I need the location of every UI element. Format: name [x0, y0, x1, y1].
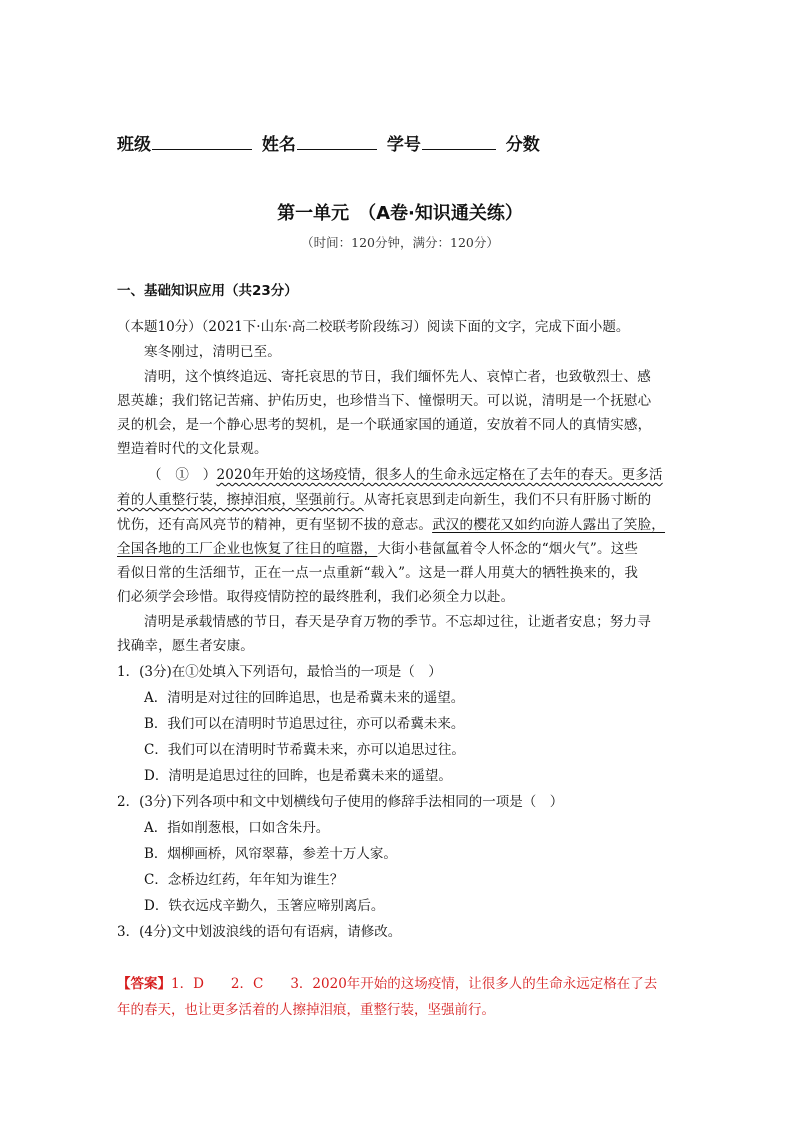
passage-line: 们必须学会珍惜。取得疫情防控的最终胜利，我们必须全力以赴。 [117, 589, 515, 605]
passage-line: 恩英雄；我们铭记苦痛、护佑历史，也珍惜当下、憧憬明天。可以说，清明是一个抚慰心 [117, 393, 652, 409]
passage-line: 看似日常的生活细节，正在一点一点重新“载入”。这是一群人用莫大的牺牲换来的，我 [117, 565, 639, 581]
passage-line: 灵的机会，是一个静心思考的契机，是一个联通家国的通道，安放着不同人的真情实感， [117, 417, 652, 433]
option-a: A．指如削葱根，口如含朱丹。 [144, 820, 330, 836]
option-c: C．念桥边红药，年年知为谁生？ [144, 872, 344, 888]
question-intro: （本题10分）（2021下·山东·高二校联考阶段练习）阅读下面的文字，完成下面小题。 [117, 319, 630, 335]
passage-line: 找确幸，愿生者安康。 [117, 638, 254, 654]
answer-label: 【答案】 [117, 976, 171, 992]
option-c: C．我们可以在清明时节希冀未来，亦可以追思过往。 [144, 742, 465, 758]
wavy-underlined-sentence: 2020年开始的这场疫情，很多人的生命永远定格在了去年的春天。更多活 [216, 467, 663, 483]
wavy-underlined-sentence: 着的人重整行装，擦掉泪痕，坚强前行。 [117, 492, 364, 508]
passage-line: 清明，这个慎终追远、寄托哀思的节日，我们缅怀先人、哀悼亡者，也致敬烈士、感 [144, 369, 651, 385]
passage-line [117, 537, 638, 557]
class-blank [152, 135, 252, 150]
passage-line: 清明是承载情感的节日，春天是孕育万物的季节。不忘却过往，让逝者安息；努力寻 [144, 614, 651, 630]
passage-line [117, 488, 651, 508]
passage-line [117, 513, 665, 533]
student-id-label: 学号 [386, 135, 421, 155]
passage-text: 忧伤，还有高风亮节的精神，更有坚韧不拔的意志。 [117, 517, 433, 533]
option-b: B．烟柳画桥，风帘翠幕，参差十万人家。 [144, 846, 397, 862]
passage-line: 寒冬刚过，清明已至。 [144, 344, 281, 360]
page-title: 第一单元 （A卷·知识通关练） [277, 203, 523, 224]
answer-line [117, 972, 657, 992]
name-label: 姓名 [261, 135, 296, 155]
class-label: 班级 [117, 135, 151, 155]
answer-text: 1．D 2．C 3．2020年开始的这场疫情，让很多人的生命永远定格在了去 [171, 976, 658, 992]
passage-line: 塑造着时代的文化景观。 [117, 441, 268, 457]
passage-line [148, 463, 663, 483]
option-d: D．铁衣远戍辛勤久，玉箸应啼别离后。 [144, 898, 385, 914]
page-subtitle: （时间：120分钟，满分：120分） [301, 235, 499, 250]
underlined-sentence: 武汉的樱花又如约向游人露出了笑脸， [432, 517, 666, 533]
option-b: B．我们可以在清明时节追思过往，亦可以希冀未来。 [144, 716, 465, 732]
student-info-header [117, 130, 540, 155]
option-a: A．清明是对过往的回眸追思，也是希冀未来的遥望。 [144, 690, 465, 706]
name-blank [297, 135, 377, 150]
passage-text: 大街小巷氤氲着令人怀念的“烟火气”。这些 [377, 541, 639, 557]
section-heading: 一、基础知识应用（共23分） [117, 283, 298, 299]
question-3-stem: 3．(4分)文中划波浪线的语句有语病，请修改。 [117, 924, 402, 940]
question-stem: 2．(3分)下列各项中和文中划横线句子使用的修辞手法相同的一项是（ ） [117, 794, 564, 810]
student-id-blank [422, 135, 496, 150]
question-stem: 1．(3分)在①处填入下列语句，最恰当的一项是（ ） [117, 664, 442, 680]
underlined-sentence: 全国各地的工厂企业也恢复了往日的喧嚣， [117, 541, 378, 557]
fill-blank-marker: （ ① ） [148, 467, 217, 483]
passage-text: 从寄托哀思到走向新生，我们不只有肝肠寸断的 [363, 492, 652, 508]
option-d: D．清明是追思过往的回眸，也是希冀未来的遥望。 [144, 768, 452, 784]
score-label: 分数 [505, 135, 540, 155]
answer-line: 年的春天，也让更多活着的人擦掉泪痕，重整行装，坚强前行。 [117, 1002, 495, 1018]
